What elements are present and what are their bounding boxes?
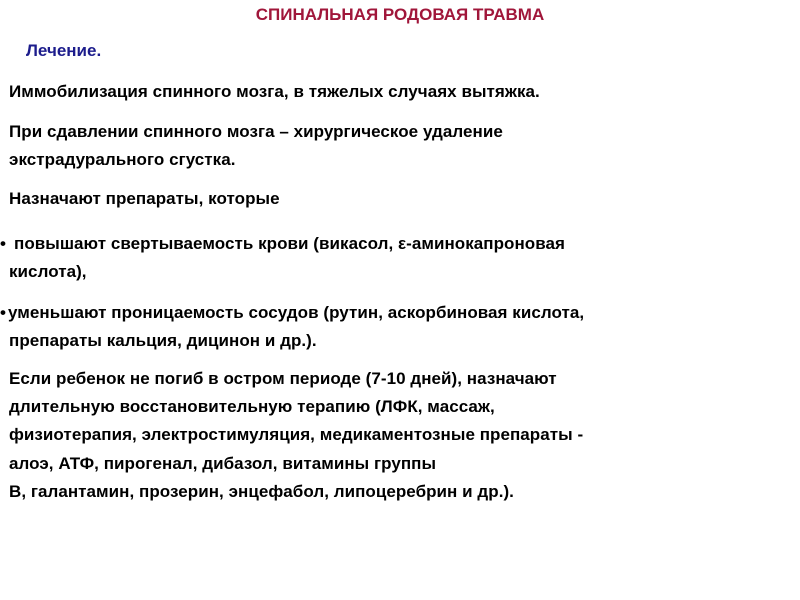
bullet-1-line-1: повышают свертываемость крови (викасол, ε-аминокапроновая bbox=[14, 234, 565, 253]
paragraph-compression-line-2: экстрадурального сгустка. bbox=[9, 150, 236, 169]
final-line-1: Если ребенок не погиб в остром периоде (7-10 дней), назначают bbox=[9, 369, 557, 388]
paragraph-prescribe: Назначают препараты, которые bbox=[9, 189, 280, 208]
slide-title: СПИНАЛЬНАЯ РОДОВАЯ ТРАВМА bbox=[255, 5, 545, 24]
bullet-2-line-1: уменьшают проницаемость сосудов (рутин, аскорбиновая кислота, bbox=[8, 303, 585, 322]
slide-subtitle: Лечение. bbox=[26, 41, 102, 60]
bullet-marker-2: • bbox=[0, 303, 6, 322]
final-line-4: алоэ, АТФ, пирогенал, дибазол, витамины группы bbox=[9, 454, 437, 473]
bullet-2-line-2: препараты кальция, дицинон и др.). bbox=[9, 331, 317, 350]
final-line-3: физиотерапия, электростимуляция, медикаментозные препараты - bbox=[9, 425, 584, 444]
final-line-5: В, галантамин, прозерин, энцефабол, липоцеребрин и др.). bbox=[9, 482, 514, 501]
paragraph-compression-line-1: При сдавлении спинного мозга – хирургическое удаление bbox=[9, 122, 503, 141]
final-line-2: длительную восстановительную терапию (ЛФК, массаж, bbox=[9, 397, 495, 416]
bullet-1-line-2: кислота), bbox=[9, 262, 87, 281]
bullet-marker-1: • bbox=[0, 234, 6, 253]
paragraph-immobilization: Иммобилизация спинного мозга, в тяжелых случаях вытяжка. bbox=[9, 82, 540, 101]
